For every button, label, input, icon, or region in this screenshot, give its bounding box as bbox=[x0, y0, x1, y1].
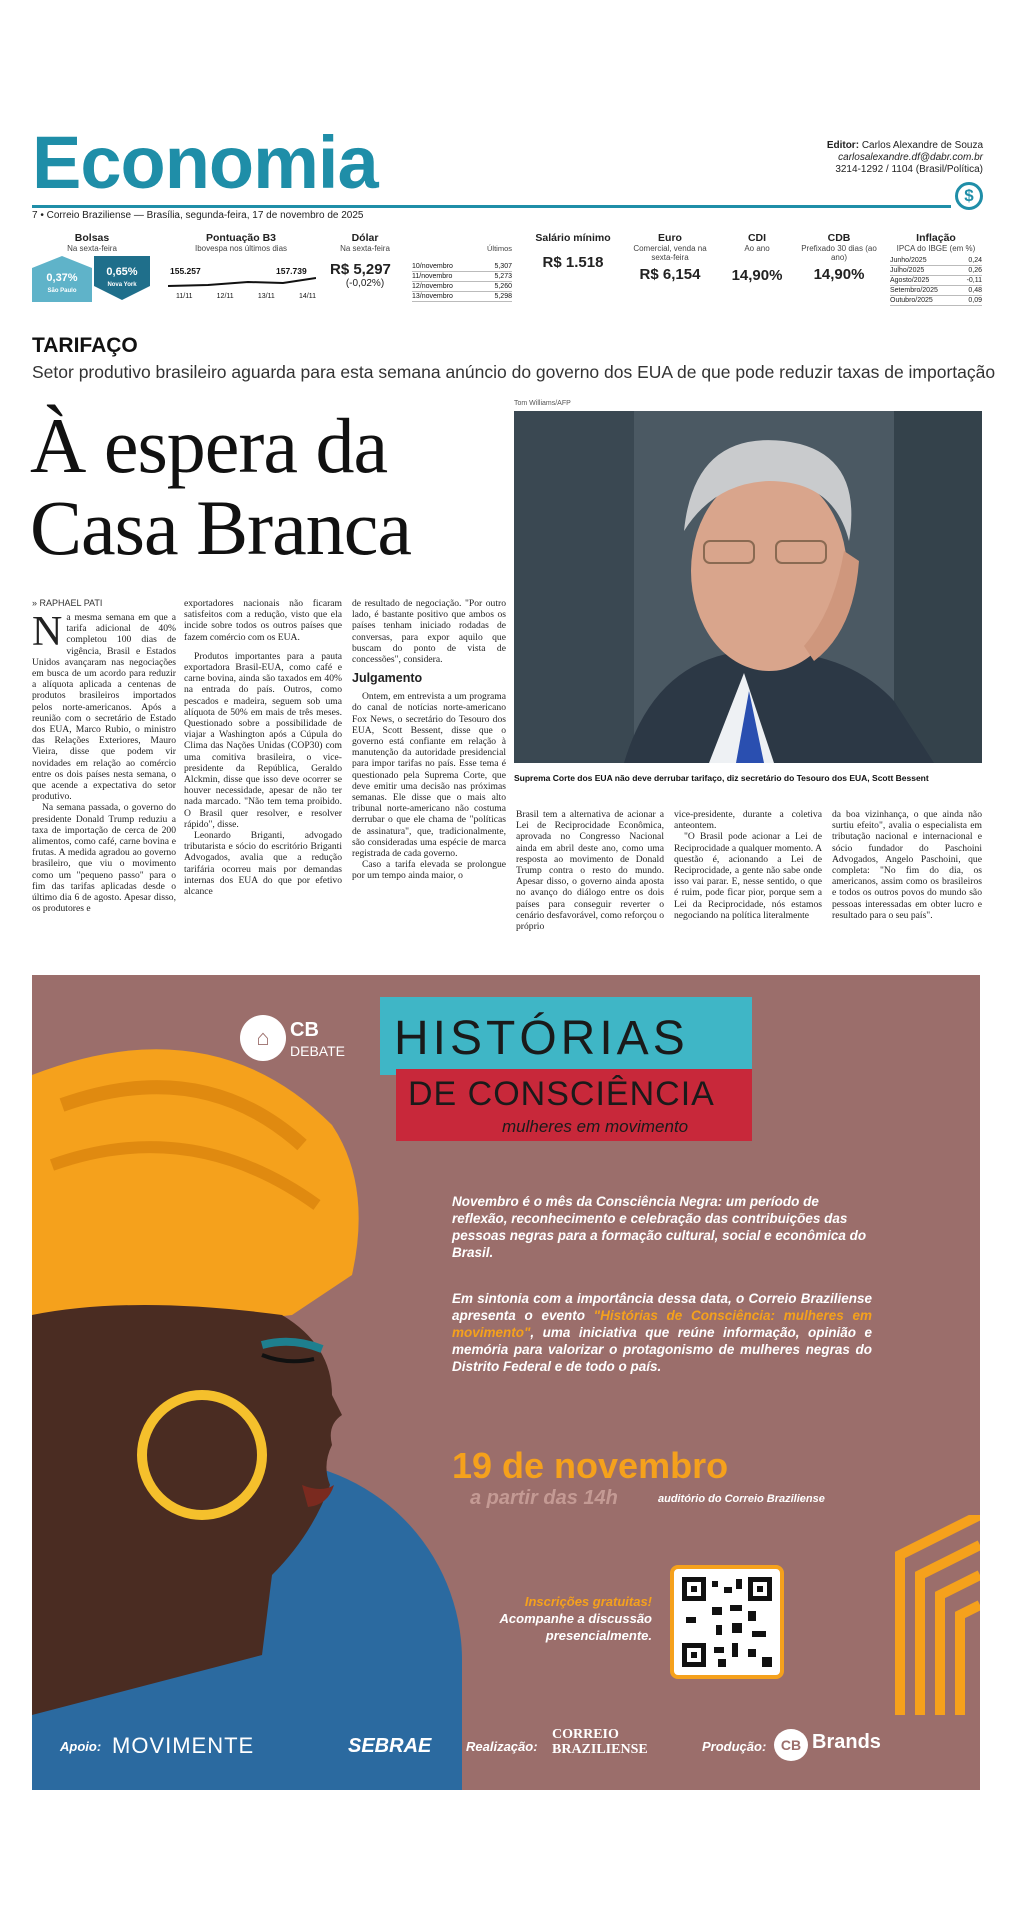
ad-title-3: mulheres em movimento bbox=[502, 1117, 689, 1136]
dollar-icon: $ bbox=[955, 182, 983, 210]
paragraph: de resultado de negociação. "Por outro lado, é bastante positivo que ambos os países tenham iniciado rodadas de conversas, para expor aquilo que buscam do ponto de vista de concessões", considera. bbox=[352, 598, 506, 666]
table-row: Junho/2025 0,24 bbox=[890, 257, 982, 264]
signup-line-2: Acompanhe a discussão bbox=[499, 1611, 652, 1626]
movimente-logo: MOVIMENTE bbox=[112, 1733, 255, 1758]
table-row: 10/novembro 5,307 bbox=[412, 263, 512, 270]
bolsas-sp-label: São Paulo bbox=[47, 288, 77, 294]
b3-sparkline bbox=[168, 276, 316, 290]
correio-logo-line-1: CORREIO bbox=[552, 1727, 619, 1742]
ad-paragraph-2-highlight: "Histórias de Consciência: mulheres em movimento" bbox=[452, 1308, 872, 1340]
inflacao-sub: IPCA do IBGE (em %) bbox=[896, 244, 976, 253]
market-dolar bbox=[330, 232, 400, 289]
market-cdi bbox=[722, 232, 792, 284]
b3-day: 13/11 bbox=[257, 293, 275, 300]
cdb-title: CDB bbox=[827, 232, 851, 244]
article-kicker: TARIFAÇO bbox=[32, 334, 138, 357]
b3-day: 14/11 bbox=[299, 293, 316, 300]
article-column-1 bbox=[32, 609, 176, 915]
bolsas-ny-label: Nova York bbox=[107, 282, 137, 288]
signup-block bbox=[452, 1593, 652, 1644]
inflacao-table bbox=[890, 256, 982, 306]
paragraph: Produtos importantes para a pauta exportadora Brasil-EUA, como café e carne bovina, ainda são taxados em 40% na entrada do país. Outros, como pescados e madeira, seguem sob uma alíquota de 50% em mais de três meses. Questionado sobre a possibilidade de viajar a Washington após a Cúpula do Clima das Nações Unidas (COP30) com uma comitiva brasileira, o vice-presidente da República, Geraldo Alckmin, disse que isso deve ocorrer se houver necessidade, apesar de não ter nada marcado. "Não tem tema proibido. O Brasil quer resolver, e resolver rápido", disse. bbox=[184, 650, 342, 830]
sebrae-logo: SEBRAE bbox=[348, 1735, 432, 1757]
salario-title: Salário mínimo bbox=[535, 232, 611, 244]
article-column-3 bbox=[352, 598, 506, 882]
market-euro bbox=[628, 232, 712, 283]
dolar-title: Dólar bbox=[351, 232, 379, 244]
bolsas-sub: Na sexta-feira bbox=[67, 244, 117, 253]
signup-line-3: presencialmente. bbox=[545, 1628, 652, 1643]
ad-paragraph-2b: , uma iniciativa que reúne informação, opinião e memória para valorizar o protagonismo de mulheres negras do Distrito Federal e de todo o país. bbox=[452, 1325, 872, 1374]
section-subheading: Julgamento bbox=[352, 671, 423, 686]
decorative-stripes bbox=[880, 1515, 980, 1715]
paragraph: a mesma semana em que a tarifa adicional de 40% completou 100 dias de vigência, Brasil e Estados Unidos avançaram nas negociações em busca de um acordo para reduzir a alíquota aplicada a centenas de produtos brasileiros importados pelos norte-americanos. Após a reunião com o secretário de Estado dos EUA, Marco Rubio, o ministro das Relações Exteriores, Mauro Vieira, disse que podem vir novidades em relação ao comércio entre os dois países nesta semana, o que acende a expectativa do setor produtivo. bbox=[32, 612, 176, 803]
b3-day: 12/11 bbox=[216, 293, 234, 300]
table-row: Agosto/2025 -0,11 bbox=[890, 277, 982, 284]
b3-low: 155.257 bbox=[170, 266, 201, 276]
photo-credit: Tom Williams/AFP bbox=[514, 400, 571, 407]
event-date: 19 de novembro bbox=[452, 1445, 729, 1486]
cdi-value: 14,90% bbox=[731, 267, 783, 284]
market-cdb bbox=[800, 232, 878, 283]
dolar-change: (-0,02%) bbox=[345, 278, 385, 289]
table-row: Julho/2025 0,26 bbox=[890, 267, 982, 274]
market-b3 bbox=[166, 232, 316, 253]
market-bolsas bbox=[32, 232, 152, 253]
cb-logo-icon: ⌂ bbox=[240, 1015, 286, 1061]
paragraph: Leonardo Briganti, advogado tributarista e sócio do escritório Briganti Advogados, avalia que a redução tarifária ocorreu mais por demandas internas dos EUA do que por efetivo alcance bbox=[184, 830, 342, 898]
cb-debate: DEBATE bbox=[290, 1043, 345, 1059]
paragraph: "O Brasil pode acionar a Lei de Reciprocidade a qualquer momento. A questão é, acionando a Lei de Reciprocidade, a gente não sabe onde isso vai parar. E, nesse sentido, o que é ruim, pode ficar pior, porque sem a Lei da Reciprocidade, nós estamos negociando na política literalmente bbox=[674, 831, 822, 921]
table-row: 11/novembro 5,273 bbox=[412, 273, 512, 280]
qr-code-icon bbox=[682, 1577, 772, 1667]
euro-title: Euro bbox=[658, 232, 682, 244]
b3-sub: Ibovespa nos últimos dias bbox=[194, 244, 288, 253]
editor-info bbox=[827, 140, 983, 176]
headline-line-2: Casa Branca bbox=[30, 484, 411, 571]
realizacao-label: Realização: bbox=[466, 1739, 538, 1754]
paragraph: vice-presidente, durante a coletiva anteontem. bbox=[674, 809, 822, 832]
ad-paragraph-1: Novembro é o mês da Consciência Negra: um período de reflexão, reconhecimento e celebração das contribuições das pessoas negras para a formação cultural, social e econômica do Brasil. bbox=[452, 1194, 867, 1260]
header-rule bbox=[32, 205, 951, 208]
b3-high: 157.739 bbox=[276, 266, 307, 276]
salario-value: R$ 1.518 bbox=[542, 254, 604, 271]
ad-paragraph-2 bbox=[452, 1290, 872, 1375]
nova-york-down-arrow bbox=[94, 256, 150, 300]
paragraph: Ontem, em entrevista a um programa do canal de notícias norte-americano Fox News, o secretário do Tesouro dos EUA, Scott Bessent, disse que o governo está confiante em relação à manutenção da autoridade presidencial para impor tarifas no país. Esse tema é questionado pela Suprema Corte, que deve emitir uma decisão nas próximas semanas. Ele disse que o mais alto tribunal norte-americano não costuma derrubar o que ele chama de "políticas de assinatura", que, tradicionalmente, são consideradas uma espécie de marca registrada de cada governo. bbox=[352, 691, 506, 860]
cdb-sub: Prefixado 30 dias (ao ano) bbox=[801, 244, 877, 262]
b3-day: 11/11 bbox=[176, 293, 193, 300]
article-column-4 bbox=[516, 809, 664, 932]
cb-brands-logo: Brands bbox=[812, 1731, 881, 1753]
section-title: Economia bbox=[32, 121, 378, 204]
dolar-value: R$ 5,297 bbox=[330, 261, 391, 278]
dolar-table bbox=[412, 262, 512, 302]
bolsas-title: Bolsas bbox=[74, 232, 110, 244]
event-venue: auditório do Correio Braziliense bbox=[658, 1493, 825, 1505]
event-advertisement[interactable] bbox=[32, 975, 980, 1790]
photo-caption: Suprema Corte dos EUA não deve derrubar tarifaço, diz secretário do Tesouro dos EUA, Scott Bessent bbox=[514, 773, 929, 783]
dropcap: N bbox=[32, 609, 63, 655]
euro-value: R$ 6,154 bbox=[639, 266, 701, 283]
event-time: a partir das 14h bbox=[470, 1487, 618, 1509]
table-row: 13/novembro 5,298 bbox=[412, 293, 512, 300]
article-column-6 bbox=[832, 809, 982, 921]
paragraph: Brasil tem a alternativa de acionar a Lei de Reciprocidade Econômica, aprovada no Congresso Nacional ainda em abril deste ano, como uma resposta ao movimento de Donald Trump contra o resto do mundo. Apesar disso, o governo ainda aposta no avanço do diálogo entre os dois países para conseguir reverter o cenário desfavorável, como reforçou o próprio bbox=[516, 809, 664, 933]
article-photo bbox=[514, 411, 982, 763]
dateline: 7 • Correio Braziliense — Brasília, segunda-feira, 17 de novembro de 2025 bbox=[32, 210, 364, 221]
signup-line-1: Inscrições gratuitas! bbox=[524, 1594, 652, 1609]
cdb-value: 14,90% bbox=[813, 266, 865, 283]
bolsas-sp-value: 0,37% bbox=[46, 272, 78, 284]
editor-label: Editor: bbox=[826, 140, 860, 151]
paragraph: Caso a tarifa elevada se prolongue por um tempo ainda maior, o bbox=[352, 859, 506, 882]
inflacao-title: Inflação bbox=[916, 232, 956, 244]
cb-brands-icon: CB bbox=[774, 1729, 808, 1761]
ad-title-1: HISTÓRIAS bbox=[394, 1012, 689, 1065]
paragraph: da boa vizinhança, o que ainda não surtiu efeito", avalia o especialista em tributação nacional e internacional e sócio fundador do Paschoini Advogados, Angelo Paschoini, que completa: "No fim do dia, os americanos, assim como os brasileiros e todos os outros povos do mundo são pessoas interessadas em obter lucro e resultado para o seu país". bbox=[832, 809, 982, 921]
cdi-title: CDI bbox=[747, 232, 767, 244]
cb-brand: CB bbox=[290, 1019, 319, 1041]
euro-sub: Comercial, venda na sexta-feira bbox=[633, 244, 707, 262]
cdi-sub: Ao ano bbox=[744, 244, 770, 253]
correio-logo bbox=[552, 1727, 648, 1757]
b3-title: Pontuação B3 bbox=[205, 232, 276, 244]
table-row: 12/novembro 5,260 bbox=[412, 283, 512, 290]
correio-logo-line-2: BRAZILIENSE bbox=[552, 1742, 648, 1757]
paragraph: Na semana passada, o governo do presidente Donald Trump reduziu a taxa de importação de cerca de 200 alimentos, como café, carne bovina e frutas. A medida agradou ao governo brasileiro, que viu o movimento como um "pequeno passo" para o fim das tarifas aplicadas desde o último dia 6 de agosto. Apesar disso, os produtores e bbox=[32, 802, 176, 915]
apoio-label: Apoio: bbox=[60, 1739, 102, 1754]
bolsas-ny-value: 0,65% bbox=[106, 266, 138, 278]
table-row: Setembro/2025 0,48 bbox=[890, 287, 982, 294]
dolar-sub: Na sexta-feira bbox=[340, 244, 390, 253]
b3-days bbox=[176, 293, 316, 300]
headline-line-1: À espera da bbox=[30, 402, 388, 489]
market-salario bbox=[528, 232, 618, 271]
producao-label: Produção: bbox=[702, 1739, 767, 1754]
editor-phone: 3214-1292 / 1104 (Brasil/Política) bbox=[835, 164, 983, 175]
dolar-last-label: Últimos bbox=[486, 244, 512, 253]
portrait-image bbox=[514, 411, 982, 763]
paragraph: exportadores nacionais não ficaram satisfeitos com a redução, visto que ela incide sobre todos os outros países que fazem comércio com os EUA. bbox=[184, 598, 342, 643]
article-column-5 bbox=[674, 809, 822, 921]
editor-name: Carlos Alexandre de Souza bbox=[861, 140, 983, 151]
table-row: Outubro/2025 0,09 bbox=[890, 297, 982, 304]
market-inflacao bbox=[890, 232, 982, 306]
byline: » RAPHAEL PATI bbox=[32, 598, 103, 608]
ad-paragraph-2a: Em sintonia com a importância dessa data, o Correio Braziliense apresenta o evento bbox=[452, 1291, 872, 1323]
woman-illustration bbox=[32, 1015, 392, 1715]
editor-email[interactable]: carlosalexandre.df@dabr.com.br bbox=[838, 152, 983, 163]
article-headline bbox=[30, 402, 500, 571]
ad-title-2: DE CONSCIÊNCIA bbox=[408, 1075, 715, 1113]
qr-code[interactable] bbox=[670, 1565, 784, 1679]
article-column-2 bbox=[184, 598, 342, 897]
article-subhead: Setor produtivo brasileiro aguarda para esta semana anúncio do governo dos EUA de que pode reduzir taxas de importação bbox=[32, 362, 996, 382]
